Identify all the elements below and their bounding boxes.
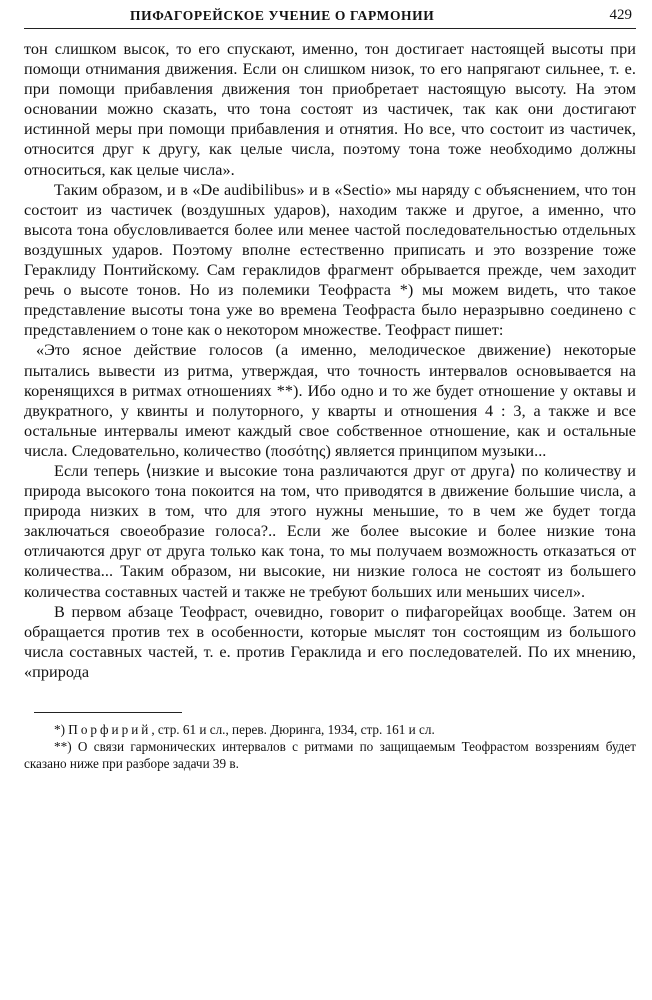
book-page [24,6,636,994]
paragraph-commentary: В первом абзаце Теофраст, очевидно, говорит о пифагорейцах вообще. Затем он обращается против тех в особенности, которые мыслят тон состоящим из большого числа составных частей, т. е. против Гераклида и его последователей. По их мнению, «природа [24,602,636,681]
footnotes [24,721,636,772]
footnote-1-mark: *) [54,722,69,737]
footnote-2: **) О связи гармонических интервалов с ритмами по защищаемым Теофрастом воззрениям будет сказано ниже при разборе задачи 39 в. [24,739,636,771]
footnote-1-author: Порфирий [68,722,152,737]
footnote-rule [34,712,182,713]
paragraph-continuation: тон слишком высок, то его спускают, именно, тон достигает настоящей высоты при помощи отнимания движения. Если он слишком низок, то его напрягают сильнее, т. е. при помощи прибавления движения тон приобретает настоящую высоту. На этом основании можно сказать, что тона состоят из частичек, так как они достигают истинной меры при помощи прибавления и отнятия. Но все, что состоит из частичек, относится друг к другу, как целые числа, поэтому тона тоже необходимо должны относиться, как целые числа». [24,40,636,179]
footnote-1-text: , стр. 61 и сл., перев. Дюринга, 1934, стр. 161 и сл. [151,722,435,737]
paragraph-sources: Таким образом, и в «De audibilibus» и в «Sectio» мы наряду с объяснением, что тон состоит из частичек (воздушных ударов), находим также и другое, а именно, что высота тона обусловливается более или менее частой последовательностью отдельных воздушных ударов. Поэтому вполне естественно приписать и это воззрение тоже Гераклиду Понтийскому. Сам гераклидов фрагмент обрывается прежде, чем заходит речь о высоте тонов. Но из полемики Теофраста *) мы можем видеть, что такое представление высоты тона уже во времена Теофраста было неразрывно соединено с представлением о тоне как о некотором множестве. Теофраст пишет: [24,180,636,340]
paragraph-theophrastus-quote: «Это ясное действие голосов (а именно, мелодическое движение) некоторые пытались вывести из ритма, утверждая, что точность интервалов основывается на коренящихся в ритмах отношениях **). Ибо одно и то же будет отношение у октавы и двукратного, у квинты и полуторного, у кварты и отношения 4 : 3, а также и все остальные интервалы имеют каждый свое собственное отношение, как и остальные числа. Следовательно, количество (ποσότης) является принципом музыки... [24,341,636,460]
paragraph-quote-continuation: Если теперь ⟨низкие и высокие тона различаются друг от друга⟩ по количеству и природа высокого тона покоится на том, что приводятся в движение большие числа, а природа низких в том, что для этого нужны меньшие, то в чем же будет тогда заключаться своеобразие голоса?.. Если же более высокие и более низкие тона отличаются друг от друга только как тона, то мы получаем возможность отказаться от количества... Таким образом, ни высокие, ни низкие голоса не состоят из большего количества составных частей и также не требуют больших или меньших чисел». [24,461,636,601]
running-title: ПИФАГОРЕЙСКОЕ УЧЕНИЕ О ГАРМОНИИ [130,8,435,23]
footnote-1 [24,721,636,738]
page-number: 429 [609,7,632,23]
running-head [24,6,636,29]
body-text [24,39,636,682]
